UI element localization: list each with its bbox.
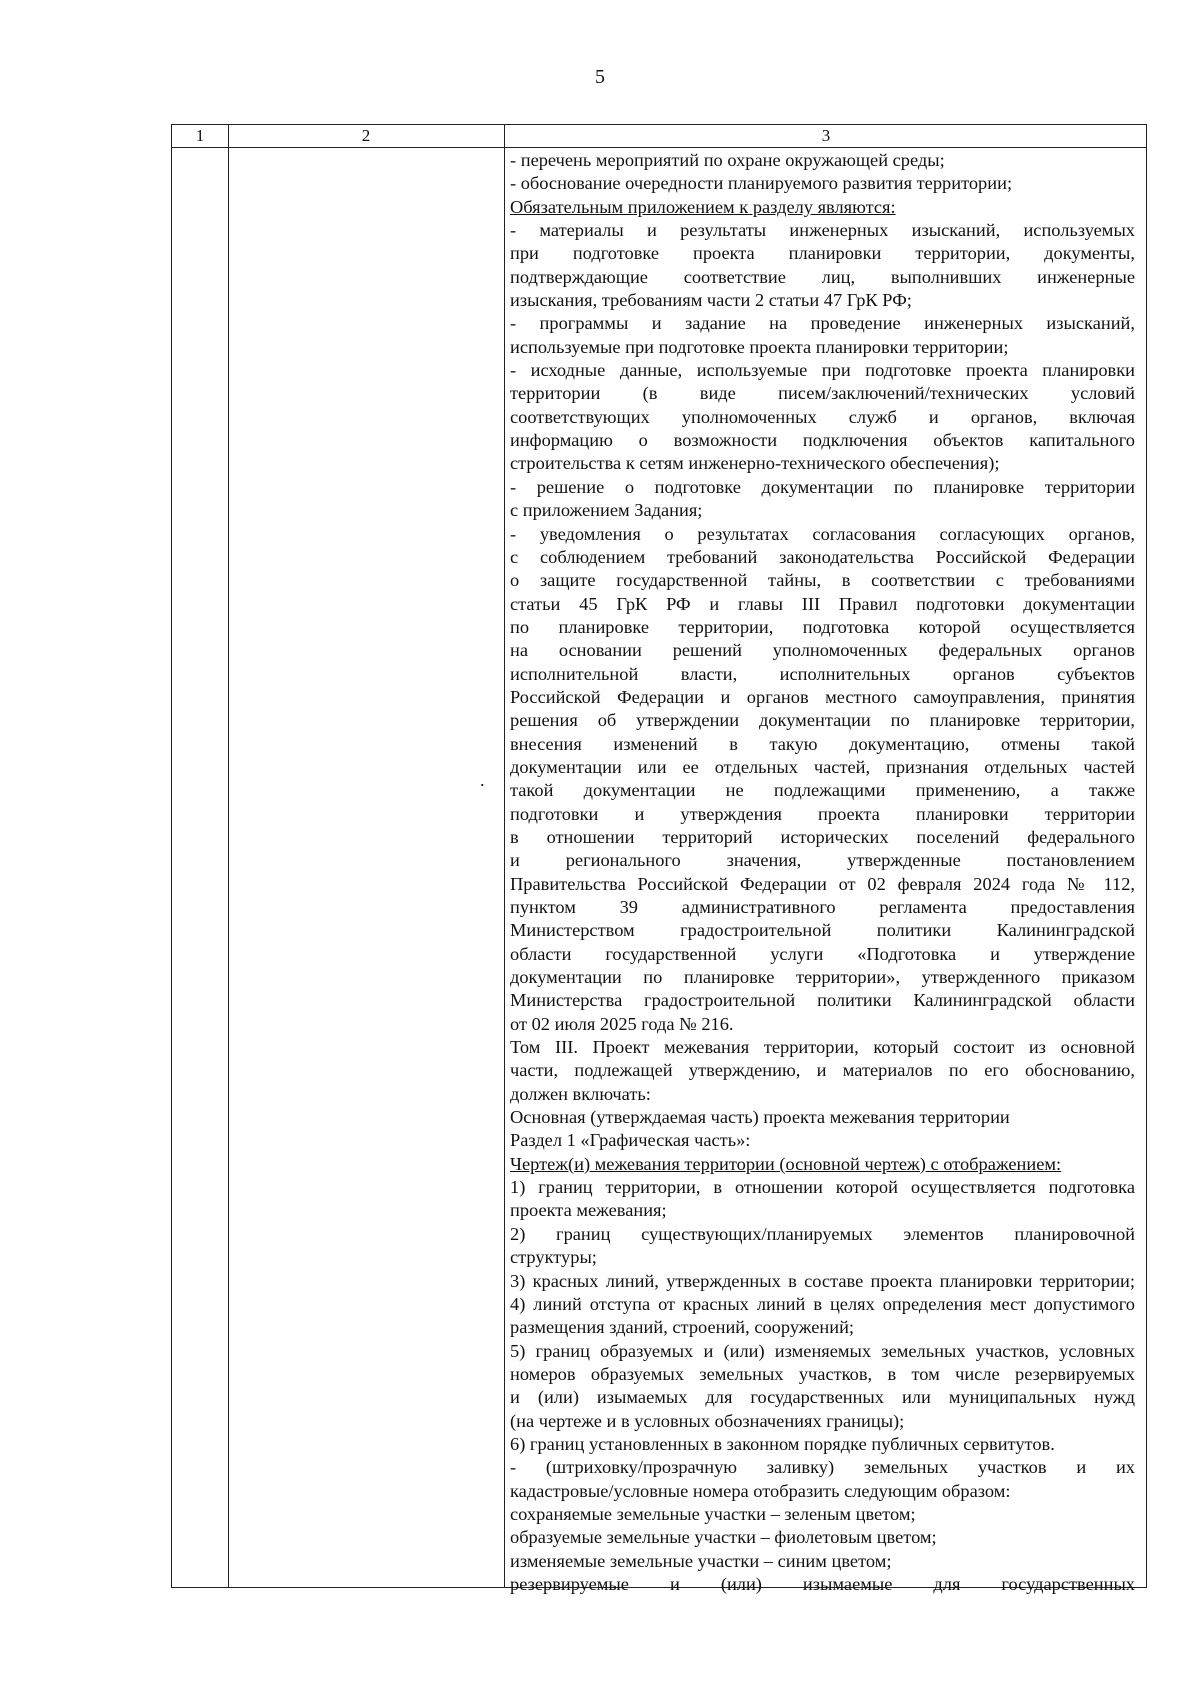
text-line: сохраняемые земельные участки – зеленым цветом; — [510, 1503, 916, 1524]
text-line: и (или) изымаемых для государственных или муниципальных нужд — [510, 1387, 1135, 1408]
text-line: на основании решений уполномоченных федеральных органов — [510, 640, 1135, 661]
text-line: структуры; — [510, 1247, 597, 1268]
text-line: проекта межевания; — [510, 1200, 667, 1221]
text-line: Чертеж(и) межевания территории (основной чертеж) с отображением: — [510, 1153, 1062, 1174]
text-line: Министерством градостроительной политики Калининградской — [510, 920, 1135, 941]
text-line: территории (в виде писем/заключений/технических условий — [510, 383, 1135, 404]
text-line: 1) границ территории, в отношении которой осуществляется подготовка — [510, 1177, 1135, 1198]
column-header-3: 3 — [821, 126, 831, 145]
column-header-1: 1 — [195, 126, 205, 145]
text-line: документации или ее отдельных частей, признания отдельных частей — [510, 756, 1135, 777]
table-header-row — [172, 125, 1146, 148]
text-line: используемые при подготовке проекта планировки территории; — [510, 336, 1009, 357]
text-line: - исходные данные, используемые при подготовке проекта планировки — [510, 360, 1135, 381]
text-line: Основная (утверждаемая часть) проекта межевания территории — [510, 1107, 1010, 1128]
text-line: Правительства Российской Федерации от 02 февраля 2024 года № 112, — [510, 873, 1135, 894]
column-2-mark: . — [480, 770, 485, 790]
text-line: - материалы и результаты инженерных изысканий, используемых — [510, 220, 1135, 241]
text-line: внесения изменений в такую документацию, отмены такой — [510, 733, 1135, 754]
text-line: информацию о возможности подключения объектов капитального — [510, 430, 1135, 451]
text-line: с соблюдением требований законодательства Российской Федерации — [510, 546, 1135, 567]
column-divider — [504, 125, 505, 1587]
text-line: Раздел 1 «Графическая часть»: — [510, 1130, 751, 1151]
text-line: строительства к сетям инженерно-технического обеспечения); — [510, 453, 1000, 474]
text-line: изменяемые земельные участки – синим цветом; — [510, 1550, 892, 1571]
text-line: такой документации не подлежащими применению, а также — [510, 780, 1135, 801]
text-line: размещения зданий, строений, сооружений; — [510, 1317, 855, 1338]
text-line: - решение о подготовке документации по планировке территории — [510, 476, 1135, 497]
page-number: 5 — [595, 66, 605, 88]
text-line: Российской Федерации и органов местного самоуправления, принятия — [510, 686, 1135, 707]
text-line: 4) линий отступа от красных линий в целях определения мест допустимого — [510, 1293, 1135, 1314]
text-line: - программы и задание на проведение инженерных изысканий, — [510, 313, 1135, 334]
column-divider — [228, 125, 229, 1587]
text-line: Обязательным приложением к разделу являются: — [510, 196, 896, 217]
text-line: образуемые земельные участки – фиолетовым цветом; — [510, 1527, 937, 1548]
text-line: 2) границ существующих/планируемых элементов планировочной — [510, 1223, 1135, 1244]
column-header-2: 2 — [361, 126, 371, 145]
text-line: и регионального значения, утвержденные постановлением — [510, 850, 1135, 871]
text-line: с приложением Задания; — [510, 500, 703, 521]
text-line: 5) границ образуемых и (или) изменяемых земельных участков, условных — [510, 1340, 1135, 1361]
text-line: 3) красных линий, утвержденных в составе проекта планировки территории; — [510, 1270, 1135, 1291]
text-line: области государственной услуги «Подготовка и утверждение — [510, 943, 1135, 964]
text-line: Министерства градостроительной политики Калининградской области — [510, 990, 1135, 1011]
text-line: номеров образуемых земельных участков, в том числе резервируемых — [510, 1363, 1135, 1384]
text-line: пунктом 39 административного регламента предоставления — [510, 897, 1135, 917]
text-line: (на чертеже и в условных обозначениях границы); — [510, 1410, 905, 1431]
text-line: - перечень мероприятий по охране окружающей среды; — [510, 150, 945, 170]
text-line: исполнительной власти, исполнительных органов субъектов — [510, 663, 1135, 684]
text-line: - обоснование очередности планируемого развития территории; — [510, 173, 1013, 194]
text-line: 6) границ установленных в законном порядке публичных сервитутов. — [510, 1433, 1055, 1454]
text-line: документации по планировке территории», утвержденного приказом — [510, 967, 1135, 988]
text-line: по планировке территории, подготовка которой осуществляется — [510, 616, 1135, 637]
text-line: при подготовке проекта планировки территории, документы, — [510, 243, 1135, 264]
text-line: - уведомления о результатах согласования согласующих органов, — [510, 523, 1135, 544]
text-line: части, подлежащей утверждению, и материалов по его обоснованию, — [510, 1060, 1135, 1081]
text-line: о защите государственной тайны, в соответствии с требованиями — [510, 570, 1135, 591]
text-line: в отношении территорий исторических поселений федерального — [510, 826, 1135, 847]
text-line: кадастровые/условные номера отобразить следующим образом: — [510, 1480, 1011, 1501]
text-line: подтверждающие соответствие лиц, выполнивших инженерные — [510, 266, 1135, 287]
column-3-text — [510, 149, 1135, 1596]
text-line: изыскания, требованиям части 2 статьи 47 ГрК РФ; — [510, 290, 912, 311]
text-line: соответствующих уполномоченных служб и органов, включая — [510, 406, 1135, 427]
text-line: резервируемые и (или) изымаемые для государственных — [510, 1573, 1135, 1594]
text-line: подготовки и утверждения проекта планировки территории — [510, 803, 1135, 824]
text-line: Том III. Проект межевания территории, который состоит из основной — [510, 1037, 1135, 1058]
text-line: решения об утверждении документации по планировке территории, — [510, 710, 1135, 731]
text-line: должен включать: — [510, 1083, 651, 1104]
text-line: от 02 июля 2025 года № 216. — [510, 1013, 734, 1034]
text-line: - (штриховку/прозрачную заливку) земельных участков и их — [510, 1457, 1135, 1478]
text-line: статьи 45 ГрК РФ и главы III Правил подготовки документации — [510, 593, 1135, 614]
